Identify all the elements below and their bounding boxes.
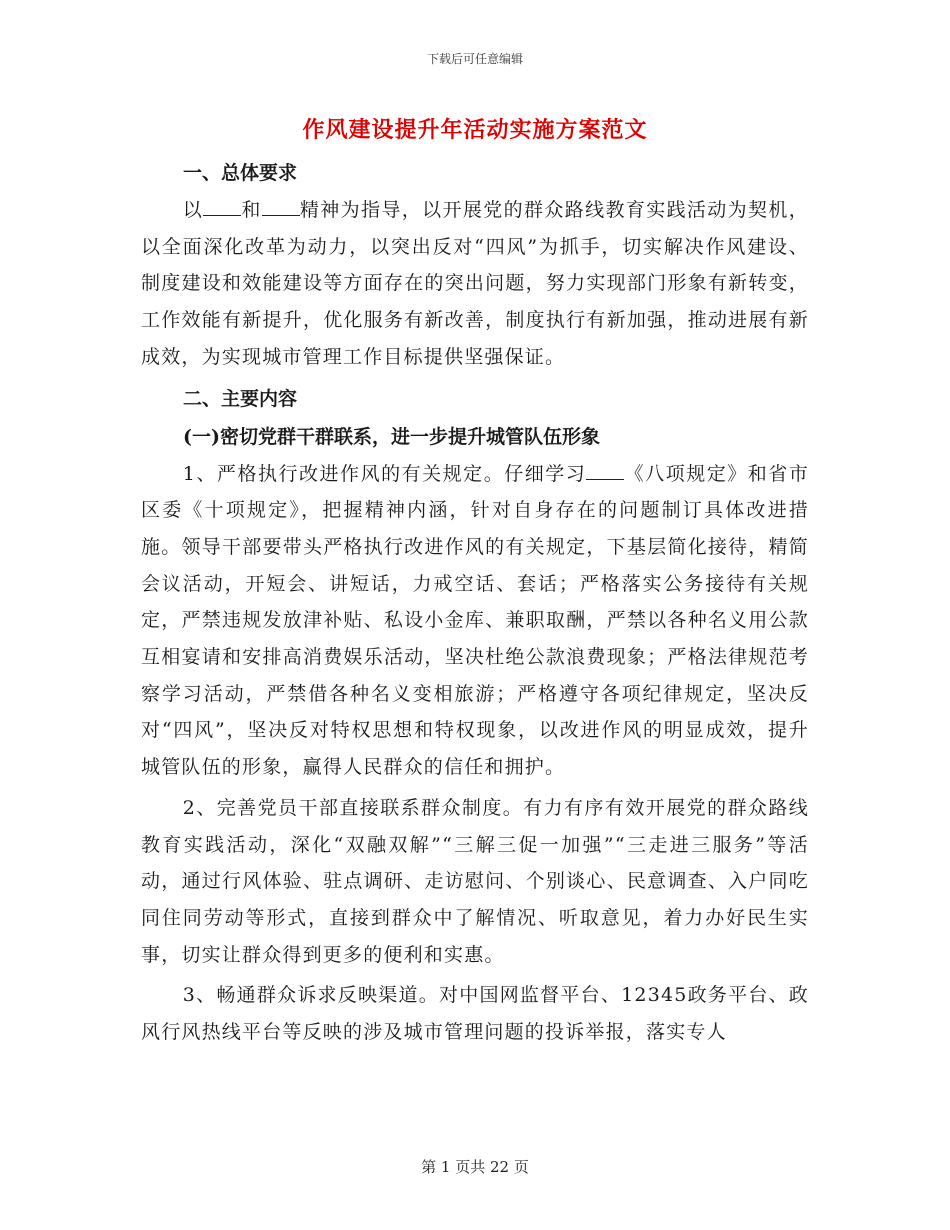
document-body (141, 108, 809, 1051)
text-run: 精神为指导，以开展党的群众路线教育实践活动为契机，以全面深化改革为动力，以突出反对“四风”为抓手，切实解决作风建设、制度建设和效能建设等方面存在的突出问题，努力实现部门形象有新转变，工作效能有新提升，优化服务有新改善，制度执行有新加强，推动进展有新成效，为实现城市管理工作目标提供坚强保证。 (141, 199, 809, 368)
paragraph-item-1 (141, 456, 809, 786)
text-run: 和 (241, 199, 262, 221)
paragraph-general-requirements (141, 192, 809, 376)
text-run: 以 (182, 199, 204, 221)
document-title: 作风建设提升年活动实施方案范文 (302, 117, 648, 143)
fill-blank (262, 197, 300, 216)
subsection-heading-1: (一)密切党群干群联系，进一步提升城管队伍形象 (183, 425, 600, 448)
text-run: 《八项规定》和省市区委《十项规定》，把握精神内涵，针对自身存在的问题制订具体改进措施。领导干部要带头严格执行改进作风的有关规定，下基层简化接待，精简会议活动，开短会、讲短话，力戒空话、套话；严格落实公务接待有关规定，严禁违规发放津补贴、私设小金库、兼职取酬，严禁以各种名义用公款互相宴请和安排高消费娱乐活动，坚决杜绝公款浪费现象；严格法律规范考察学习活动，严禁借各种名义变相旅游；严格遵守各项纪律规定，坚决反对“四风”，坚决反对特权思想和特权现象，以改进作风的明显成效，提升城管队伍的形象，赢得人民群众的信任和拥护。 (141, 462, 809, 779)
paragraph-item-3: 3、畅通群众诉求反映渠道。对中国网监督平台、12345政务平台、政风行风热线平台等反映的涉及城市管理问题的投诉举报，落实专人 (141, 984, 809, 1044)
section-heading-2: 二、主要内容 (183, 387, 298, 410)
paragraph-item-2: 2、完善党员干部直接联系群众制度。有力有序有效开展党的群众路线教育实践活动，深化“双融双解”“三解三促一加强”“三走进三服务”等活动，通过行风体验、驻点调研、走访慰问、个别谈心、民意调查、入户同吃同住同劳动等形式，直接到群众中了解情况、听取意见，着力办好民生实事，切实让群众得到更多的便利和实惠。 (141, 796, 809, 966)
page-header: 下载后可任意编辑 (426, 52, 523, 66)
text-run: 1、严格执行改进作风的有关规定。仔细学习 (182, 462, 587, 485)
page-footer: 第 1 页共 22 页 (421, 1158, 529, 1176)
section-heading-1: 一、总体要求 (183, 162, 298, 184)
fill-blank (203, 197, 241, 216)
fill-blank (586, 461, 624, 480)
